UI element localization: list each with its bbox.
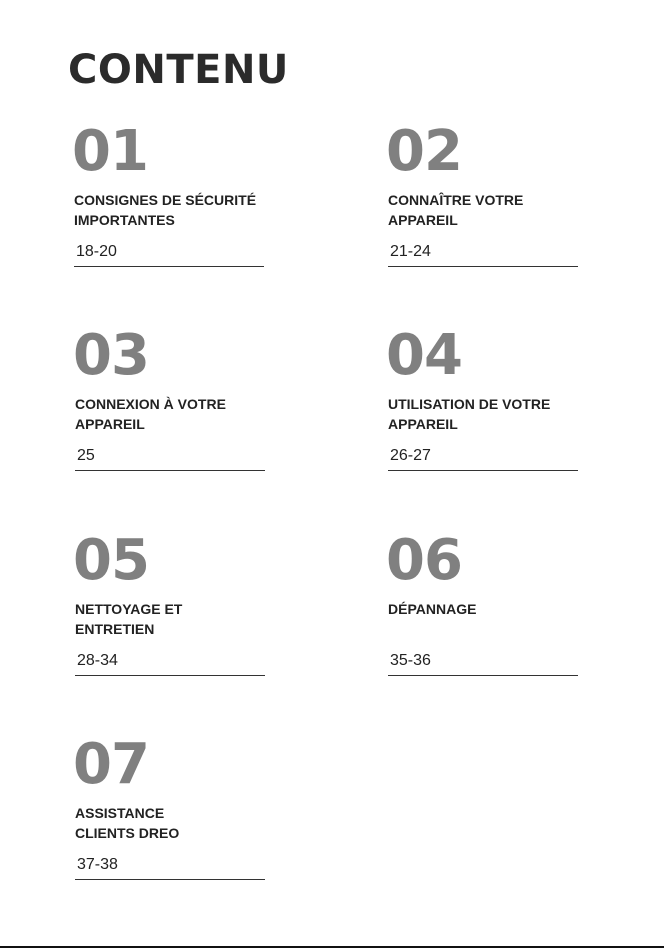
section-number: 05 <box>73 528 149 593</box>
section-title: DÉPANNAGE <box>388 601 477 617</box>
section-title: CONSIGNES DE SÉCURITÉ IMPORTANTES <box>74 192 257 228</box>
section-number: 02 <box>386 119 462 184</box>
section-number: 04 <box>386 323 462 388</box>
section-page-range: 35-36 <box>388 651 578 676</box>
page-title: CONTENU <box>68 47 289 93</box>
toc-section-06[interactable] <box>386 528 588 676</box>
toc-section-05[interactable] <box>73 528 275 676</box>
section-page-range: 18-20 <box>74 242 264 267</box>
section-page-range: 28-34 <box>75 651 265 676</box>
section-title: CONNAÎTRE VOTRE APPAREIL <box>388 192 524 228</box>
toc-section-04[interactable] <box>386 323 588 471</box>
section-number: 07 <box>73 732 149 797</box>
section-title: NETTOYAGE ET ENTRETIEN <box>75 601 183 637</box>
section-number: 01 <box>72 119 148 184</box>
section-page-range: 37-38 <box>75 855 265 880</box>
section-number: 03 <box>73 323 149 388</box>
section-title: UTILISATION DE VOTRE APPAREIL <box>388 396 551 432</box>
section-title: ASSISTANCE CLIENTS DREO <box>75 805 180 841</box>
toc-section-03[interactable] <box>73 323 275 471</box>
section-number: 06 <box>386 528 462 593</box>
section-title: CONNEXION À VOTRE APPAREIL <box>75 396 226 432</box>
section-page-range: 26-27 <box>388 446 578 471</box>
section-page-range: 21-24 <box>388 242 578 267</box>
toc-section-07[interactable] <box>73 732 275 880</box>
section-page-range: 25 <box>75 446 265 471</box>
toc-section-02[interactable] <box>386 119 588 267</box>
toc-section-01[interactable] <box>72 119 274 267</box>
